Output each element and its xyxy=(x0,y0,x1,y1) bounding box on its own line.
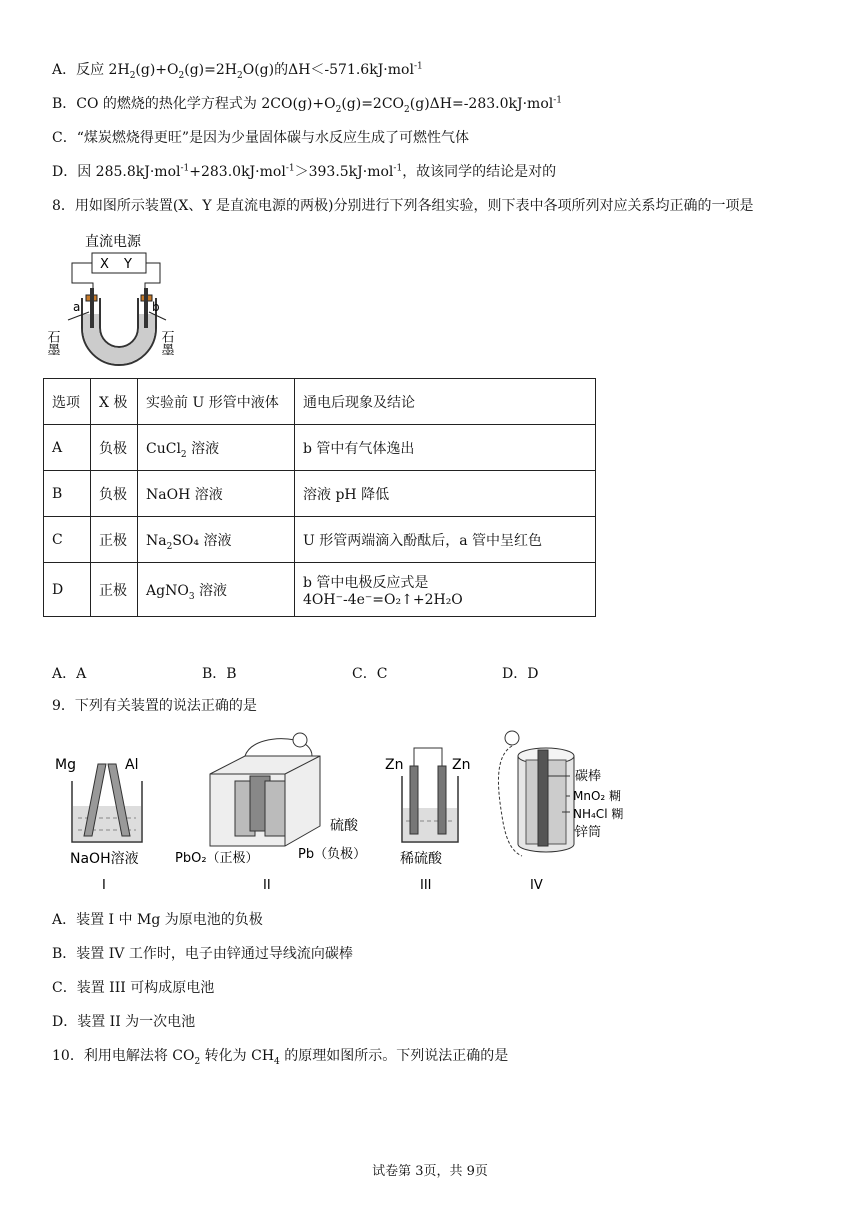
q8-choice-b: B．B xyxy=(202,666,237,682)
q8-choice-c: C．C xyxy=(352,666,388,682)
device-iv xyxy=(498,731,623,893)
svg-text:PbO₂（正极）: PbO₂（正极） xyxy=(175,851,259,866)
svg-text:a: a xyxy=(73,300,81,314)
svg-text:Zn: Zn xyxy=(452,757,471,773)
page-footer: 试卷第 3页，共 9页 xyxy=(372,1164,488,1179)
q8-table xyxy=(43,378,596,617)
table-row: B 负极 NaOH 溶液 溶液 pH 降低 xyxy=(44,471,596,517)
svg-text:Zn: Zn xyxy=(385,757,404,773)
q9-devices-figure xyxy=(50,726,650,894)
svg-text:III: III xyxy=(420,878,432,893)
device-i xyxy=(55,757,142,893)
left-electrode-label: 石墨 xyxy=(44,330,60,356)
table-header-row: 选项 X 极 实验前 U 形管中液体 通电后现象及结论 xyxy=(44,379,596,425)
q10-stem: 10．利用电解法将 $CO_2$ 转化为 $CH_4$ 的原理如图所示。下列说法正确的是 xyxy=(52,1048,509,1067)
svg-text:Y: Y xyxy=(124,257,132,272)
svg-text:II: II xyxy=(263,878,271,893)
svg-text:Al: Al xyxy=(125,757,139,773)
svg-text:锌筒: 锌筒 xyxy=(575,825,602,840)
table-row: A 负极 CuCl$_2$ 溶液 b 管中有气体逸出 xyxy=(44,425,596,471)
right-electrode-label: 石墨 xyxy=(158,330,174,356)
svg-text:I: I xyxy=(102,878,106,893)
q9-option-c: C．装置 III 可构成原电池 xyxy=(52,980,215,996)
q7-option-b: B．CO 的燃烧的热化学方程式为 $2CO(g)+O_2(g)=2CO_2(g)\Delta H=-283.0kJ\cdot mol^{-1}$ xyxy=(52,95,563,115)
q7-option-a: A．反应 $2H_2(g)+O_2(g)=2H_2O(g)$的ΔH＜-571.6kJ·mol$^{-1}$ xyxy=(52,61,423,81)
svg-text:硫酸: 硫酸 xyxy=(330,818,358,834)
q7-option-c: C．“煤炭燃烧得更旺”是因为少量固体碳与水反应生成了可燃性气体 xyxy=(52,130,470,146)
q9-stem: 9．下列有关装置的说法正确的是 xyxy=(52,698,257,714)
svg-text:MnO₂ 糊: MnO₂ 糊 xyxy=(573,789,622,803)
svg-text:b: b xyxy=(152,300,160,314)
q9-option-a: A．装置 I 中 Mg 为原电池的负极 xyxy=(52,912,263,928)
svg-text:Mg: Mg xyxy=(55,757,76,773)
q7-option-d: D．因 285.8kJ·mol$^{-1}$+283.0kJ·mol$^{-1}$＞393.5kJ·mol$^{-1}$，故该同学的结论是对的 xyxy=(52,163,557,180)
q8-choice-d: D．D xyxy=(502,666,539,682)
table-row: D 正极 AgNO$_3$ 溶液 b 管中电极反应式是 4OH⁻-4e⁻=O₂↑+2H₂O xyxy=(44,563,596,617)
svg-text:IV: IV xyxy=(530,878,543,893)
svg-text:NaOH溶液: NaOH溶液 xyxy=(70,851,139,867)
svg-text:Pb（负极）: Pb（负极） xyxy=(298,847,367,862)
svg-text:X: X xyxy=(100,257,109,272)
q9-option-b: B．装置 IV 工作时，电子由锌通过导线流向碳棒 xyxy=(52,946,353,962)
power-label: 直流电源 xyxy=(85,234,141,250)
q8-choice-a: A．A xyxy=(52,666,87,682)
table-row: C 正极 $Na_2SO_4$ 溶液 U 形管两端滴入酚酞后，a 管中呈红色 xyxy=(44,517,596,563)
svg-text:碳棒: 碳棒 xyxy=(575,769,602,784)
svg-text:稀硫酸: 稀硫酸 xyxy=(400,851,442,867)
svg-text:NH₄Cl 糊: NH₄Cl 糊 xyxy=(573,807,624,821)
q9-option-d: D．装置 II 为一次电池 xyxy=(52,1014,196,1030)
q8-stem: 8．用如图所示装置(X、Y 是直流电源的两极)分别进行下列各组实验，则下表中各项所列对应关系均正确的一项是 xyxy=(52,198,754,214)
device-iii xyxy=(385,748,470,893)
device-ii xyxy=(175,733,366,893)
u-tube-electrolysis-figure xyxy=(44,228,198,358)
